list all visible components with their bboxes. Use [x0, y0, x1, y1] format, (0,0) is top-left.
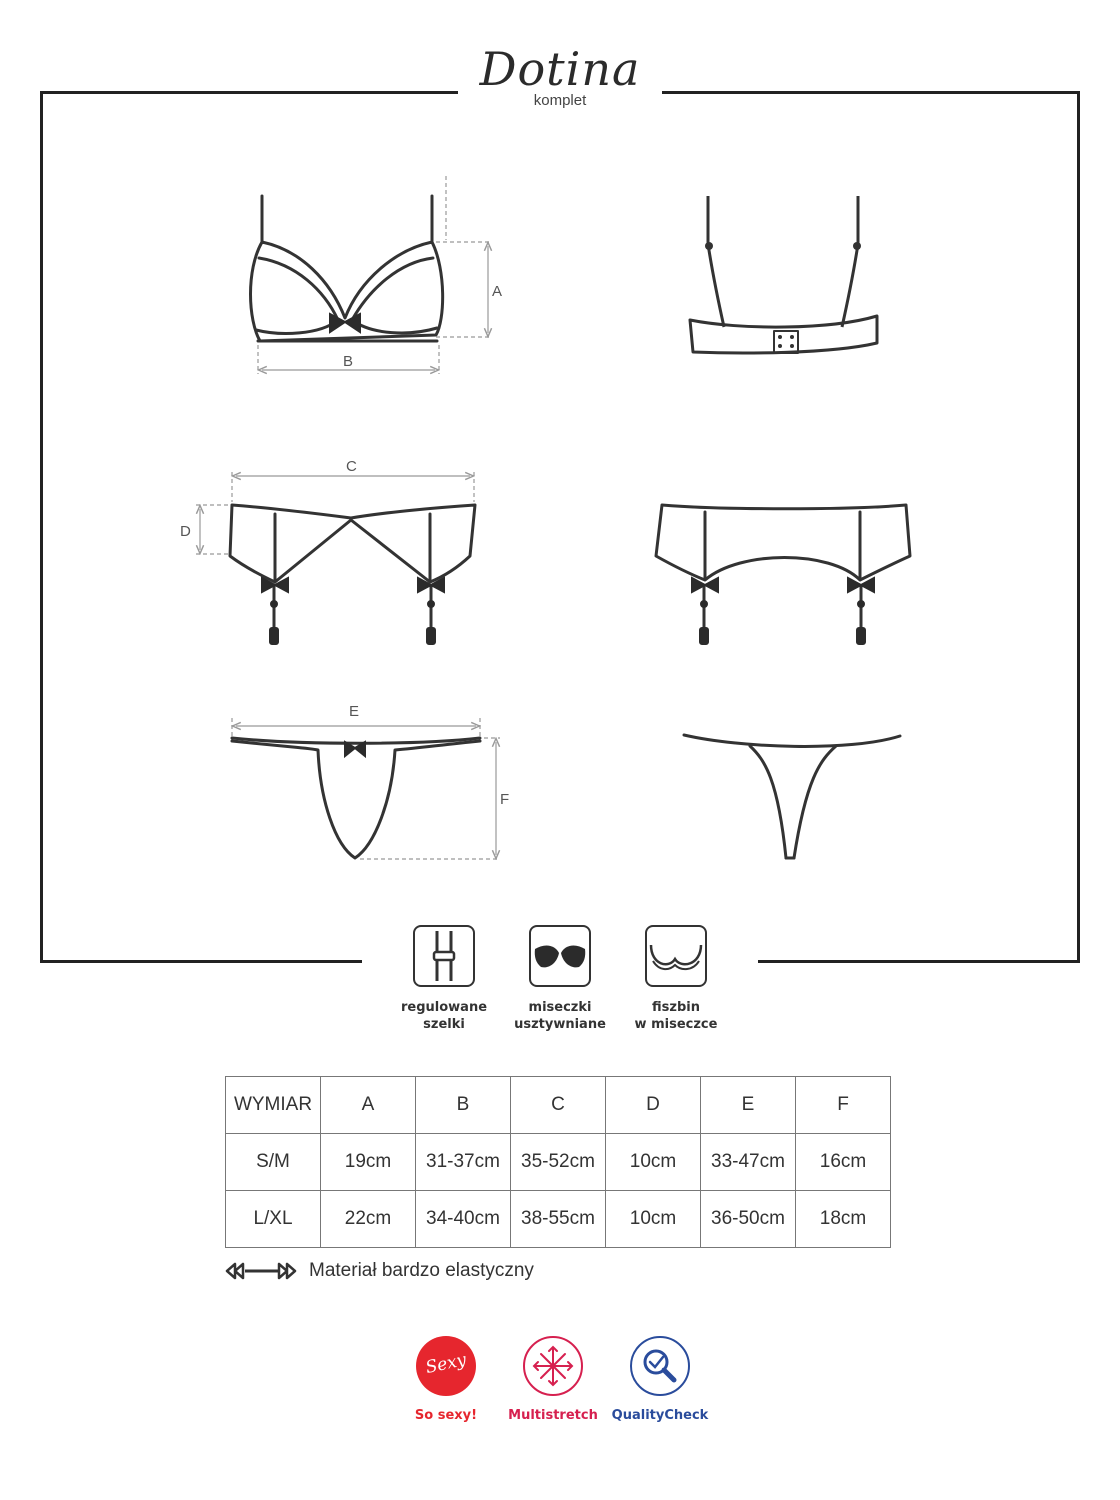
table-cell: 33-47cm: [701, 1134, 796, 1191]
measure-e-label: E: [349, 703, 360, 720]
badge-label: So sexy!: [414, 1408, 478, 1423]
table-cell: 16cm: [796, 1134, 891, 1191]
measure-d-guides: [196, 505, 228, 554]
table-header-row: [226, 1077, 891, 1134]
feature-underwire: [606, 925, 746, 1033]
feature-label-line1: fiszbin: [652, 1000, 700, 1015]
badge-multistretch: [493, 1336, 613, 1423]
measure-d-label: D: [180, 523, 191, 540]
padded-cups-icon: [529, 925, 591, 987]
table-row: [226, 1191, 891, 1248]
table-cell: S/M: [226, 1134, 321, 1191]
frame-bottom-left: [40, 960, 362, 963]
table-cell: 35-52cm: [511, 1134, 606, 1191]
badge-so-sexy: [386, 1336, 506, 1423]
measure-f-label: F: [500, 791, 510, 808]
measure-f-guides: [360, 738, 500, 859]
measure-a-label: A: [492, 283, 503, 300]
garter-back-drawing: [656, 505, 910, 632]
badge-quality-check: [600, 1336, 720, 1423]
garter-front-clips: [262, 578, 444, 644]
table-cell: 36-50cm: [701, 1191, 796, 1248]
underwire-icon: [645, 925, 707, 987]
feature-label-line2: szelki: [423, 1017, 465, 1032]
thong-front-drawing: [232, 738, 480, 858]
table-cell: L/XL: [226, 1191, 321, 1248]
feature-label-line1: miseczki: [528, 1000, 592, 1015]
bra-back-sliders: [705, 242, 861, 348]
table-header-cell: C: [511, 1077, 606, 1134]
table-cell: 38-55cm: [511, 1191, 606, 1248]
table-header-cell: D: [606, 1077, 701, 1134]
measure-c-label: C: [346, 458, 357, 475]
elastic-note: [225, 1260, 534, 1282]
measure-a-guides: [436, 176, 490, 337]
sexy-icon: [416, 1336, 476, 1396]
table-cell: 22cm: [321, 1191, 416, 1248]
table-cell: 34-40cm: [416, 1191, 511, 1248]
table-cell: 18cm: [796, 1191, 891, 1248]
stretch-arrow-icon: [225, 1261, 297, 1281]
feature-label-line2: w miseczce: [634, 1017, 718, 1032]
table-header-cell: B: [416, 1077, 511, 1134]
table-header-cell: WYMIAR: [226, 1077, 321, 1134]
table-header-cell: E: [701, 1077, 796, 1134]
adjustable-strap-icon: [413, 925, 475, 987]
sexy-circle-text: Sexy: [423, 1349, 469, 1379]
table-cell: 19cm: [321, 1134, 416, 1191]
table-row: [226, 1134, 891, 1191]
thong-back-drawing: [684, 735, 900, 858]
multistretch-icon: [523, 1336, 583, 1396]
table-cell: 31-37cm: [416, 1134, 511, 1191]
measure-c-guides: [232, 472, 474, 502]
measure-e-guides: [232, 718, 480, 736]
table-header-cell: F: [796, 1077, 891, 1134]
brand-subtitle: komplet: [533, 92, 587, 109]
badge-label: QualityCheck: [611, 1408, 709, 1423]
bra-back-drawing: [690, 196, 877, 353]
frame-bottom-right: [758, 960, 1080, 963]
measure-b-label: B: [343, 353, 354, 370]
garter-back-clips: [692, 578, 874, 644]
bra-front-drawing: [251, 196, 443, 341]
garter-front-drawing: [230, 505, 475, 632]
quality-check-icon: [630, 1336, 690, 1396]
brand-name: Dotina: [479, 42, 641, 96]
feature-label-line1: regulowane: [400, 1000, 488, 1015]
table-header-cell: A: [321, 1077, 416, 1134]
elastic-note-text: Materiał bardzo elastyczny: [309, 1260, 534, 1281]
feature-label-line2: usztywniane: [514, 1017, 606, 1032]
size-table: [225, 1076, 891, 1248]
badge-label: Multistretch: [508, 1408, 598, 1423]
table-cell: 10cm: [606, 1191, 701, 1248]
table-cell: 10cm: [606, 1134, 701, 1191]
